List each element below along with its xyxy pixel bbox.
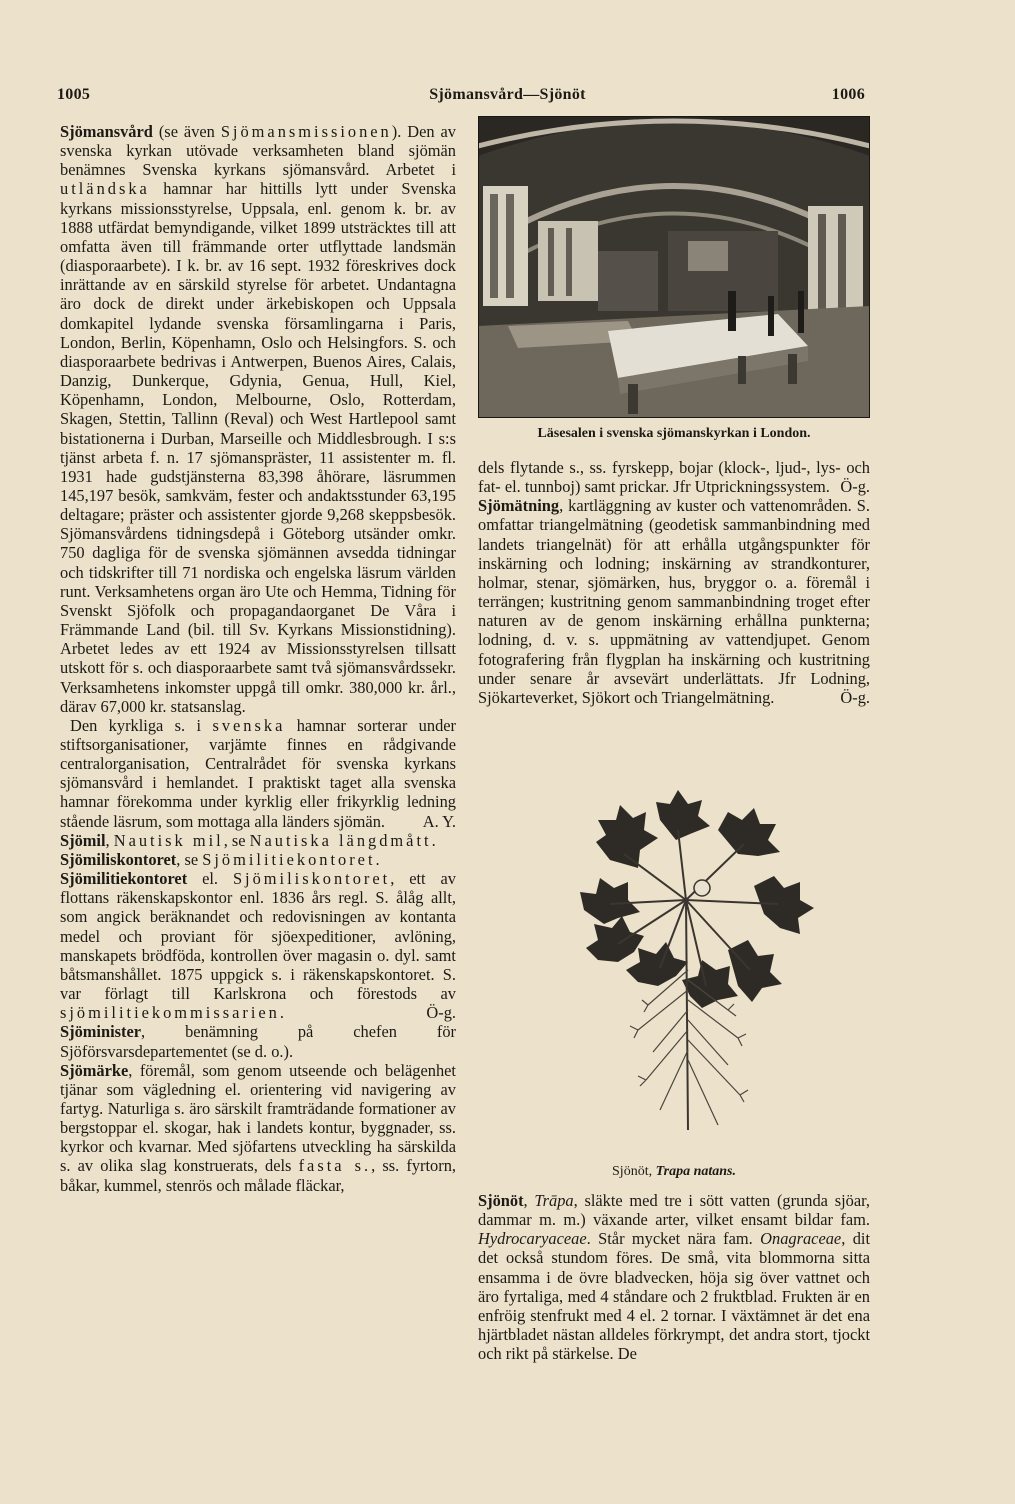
spaced-term: svenska: [212, 715, 286, 735]
photo-caption: Läsesalen i svenska sjömanskyrkan i London.: [537, 426, 811, 441]
cross-reference: Sjömilitiekontoret: [202, 849, 376, 869]
entry-headword: Sjönöt: [478, 1191, 524, 1210]
entry-headword: Sjömiliskontoret: [60, 849, 177, 869]
entry-sjomarke-cont: dels flytande s., ss. fyrskepp, bojar (klock-, ljud-, lys- och fat- el. tunnboj) samt prickar. Jfr Utprickningssystem. Ö-g.: [478, 458, 870, 497]
entry-sjomilitiekontoret: Sjömilitiekontoret el. Sjömiliskontoret, ett av flottans räkenskapskontor enl. 1836 års regl. S. ålåg allt, som angick beräknandet och redovisningen av kontanta medel och proviant för sjöexpeditioner, avlöning, manskapets brödföda, kontrollen över magasin o. dyl. samt båtsmanshållet. 1875 uppgick s. i räkenskapskontoret. S. var förlagt till Karlskrona och förestods av sjömilitiekommissarien. Ö-g.: [60, 869, 456, 1023]
entry-headword: Sjömilitiekontoret: [60, 869, 188, 889]
plant-caption: Sjönöt, Trapa natans.: [612, 1164, 736, 1179]
entry-sjominister: Sjöminister, benämning på chefen för Sjöförsvarsdepartementet (se d. o.).: [60, 1022, 456, 1061]
spaced-term: sjömilitiekommissarien: [60, 1003, 280, 1023]
entry-headword: Sjömärke: [60, 1060, 129, 1080]
right-page-number: 1006: [831, 86, 865, 103]
spaced-term: Sjömiliskontoret: [232, 869, 391, 889]
left-column: [60, 122, 456, 1195]
entry-headword: Sjömansvård: [60, 122, 153, 141]
family-name: Onagraceae: [760, 1229, 842, 1249]
species-name: Trapa natans.: [655, 1164, 736, 1179]
entry-sjonot: Sjönöt, Trāpa, släkte med tre i sött vatten (grunda sjöar, dammar m. m.) växande arter, vilket ensamt bildar fam. Hydrocaryaceae. Står mycket nära fam. Onagraceae, dit det också stundom föres. De små, vita blommorna sitta ensamma i de övre bladvecken, höja sig över vattnet och äro fyrtaliga, med 4 ståndare och 2 fruktblad. Frukten är en enfröig stenfrukt med 4 el. 2 tornar. I växtämnet är det ena hjärtbladet nästan alldeles förkrympt, det andra stort, tjockt och rikt på stärkelse. De: [478, 1191, 871, 1364]
reading-room-photo: [478, 116, 870, 418]
family-name: Hydrocaryaceae: [478, 1229, 587, 1249]
genus-name: Trāpa: [534, 1191, 574, 1210]
entry-sjomiliskontoret: Sjömiliskontoret, se Sjömilitiekontoret.: [60, 849, 380, 869]
running-title: Sjömansvård—Sjönöt: [429, 86, 586, 103]
author-signature: Ö-g.: [840, 477, 870, 497]
entry-sjomatning: Sjömätning, kartläggning av kuster och vattenområden. S. omfattar triangelmätning (geodetisk sammanbindning med landets triangelnät) för att erhålla utgångspunkter för inskärning och lodning; inskärning av strandkonturer, holmar, stenar, sjömärken, hus, bryggor o. a. föremål i terrängen; kustritning genom sammanbindning troget efter naturen av de genom inskärning erhållna punkterna; lodning, d. v. s. uppmätning av vattendjupet. Genom fotografering från flygplan ha inskärning och kustritning under senare år avsevärt underlättats. Jfr Lodning, Sjökarteverket, Sjökort och Triangelmätning. Ö-g.: [478, 496, 870, 707]
right-column-bottom: [478, 1191, 870, 1363]
entry-headword: Sjömätning: [478, 496, 560, 516]
spaced-term: fasta s.: [298, 1156, 372, 1176]
left-page-number: 1005: [57, 86, 91, 103]
entry-sjomil: Sjömil, Nautisk mil, se Nautiska längdmått.: [60, 830, 436, 850]
cross-reference: Sjömansmissionen: [220, 122, 392, 141]
entry-sjomarke: Sjömärke, föremål, som genom utseende och belägenhet tjänar som vägledning el. orientering vid navigering av fartyg. Naturliga s. äro särskilt framträdande formationer av bergstoppar el. skogar, hak i landets kontur, byggnader, ss. kyrkor och kvarnar. Med sjöfartens utveckling ha särskilda s. av olika slag konstruerats, dels fasta s., ss. fyrtorn, båkar, kummel, stenrös och målade fläckar,: [60, 1060, 457, 1195]
right-column-top: [478, 458, 870, 707]
spaced-term: Nautisk mil: [113, 830, 224, 850]
cross-reference: Nautiska längdmått: [249, 830, 432, 850]
entry-headword: Sjöminister: [60, 1022, 142, 1042]
author-signature: A. Y.: [422, 811, 456, 831]
entry-headword: Sjömil: [60, 830, 106, 850]
author-signature: Ö-g.: [840, 687, 870, 707]
spaced-term: utländska: [60, 179, 150, 199]
trapa-natans-illustration: [578, 790, 824, 1160]
entry-sjomansvard-cont: Den kyrkliga s. i svenska hamnar sorterar under stiftsorganisationer, varjämte finnes en rådgivande centralorganisation, Centralrådet för svenska kyrkans sjömansvård i hemlandet. I praktiskt taget alla svenska hamnar förekomma under kyrklig eller frikyrklig ledning stående läsrum, som mottaga alla länders sjömän. A. Y.: [60, 715, 456, 831]
entry-sjomansvard: Sjömansvård (se även Sjömansmissionen). Den av svenska kyrkan utövade verksamheten bland sjömän benämnes Svenska kyrkans sjömansvård. Arbetet i utländska hamnar har hittills lytt under Svenska kyrkans missionsstyrelse, Uppsala, enl. genom k. br. av 1888 utfärdat bemyndigande, vilket 1899 utsträcktes till att omfatta även till främmande orter utflyttade landsmän (diasporaarbete). I k. br. av 16 sept. 1932 föreskrives dock inrättande av en särskild styrelse för arbetet. Undantagna äro dock de direkt under ärkebiskopen och Uppsala domkapitel lydande svenska församlingarna i Paris, London, Berlin, Köpenhamn, Oslo och Helsingfors. S. och diasporaarbete bedrivas i Antwerpen, Buenos Aires, Calais, Danzig, Dunkerque, Gdynia, Genua, Hull, Kiel, Köpenhamn, London, Melbourne, Oslo, Rotterdam, Skagen, Stettin, Tallinn (Reval) och West Hartlepool samt bistationerna i Durban, Marseille och Middlesbrough. I s:s tjänst arbeta f. n. 17 sjömanspräster, 11 assistenter m. fl. 1931 hade gudstjänsterna 83,398 åhörare, läsrummen 145,197 besök, samkväm, fester och andaktsstunder 63,195 deltagare; präster och assistenter gjorde 9,268 skeppsbesök. Sjömansvårdens tidningsdepå i Göteborg utsänder omkr. 750 dagliga för de svenska sjömännen avsedda tidningar och tidskrifter till 71 nordiska och engelska läsrum världen runt. Verksamhetens organ äro Ute och Hemma, Tidning för Svenskt Sjöfolk och propagandaorganet De Våra i Främmande Land (bil. till Sv. Kyrkans Missionstidning). Arbetet ledes av ett 1924 av Missionsstyrelsen tillsatt utskott för s. och diasporaarbete samt två sjömansvårdssekr. Verksamhetens inkomster uppgå till omkr. 380,000 kr. årl., därav 67,000 kr. statsanslag.: [60, 122, 456, 716]
author-signature: Ö-g.: [426, 1003, 456, 1023]
